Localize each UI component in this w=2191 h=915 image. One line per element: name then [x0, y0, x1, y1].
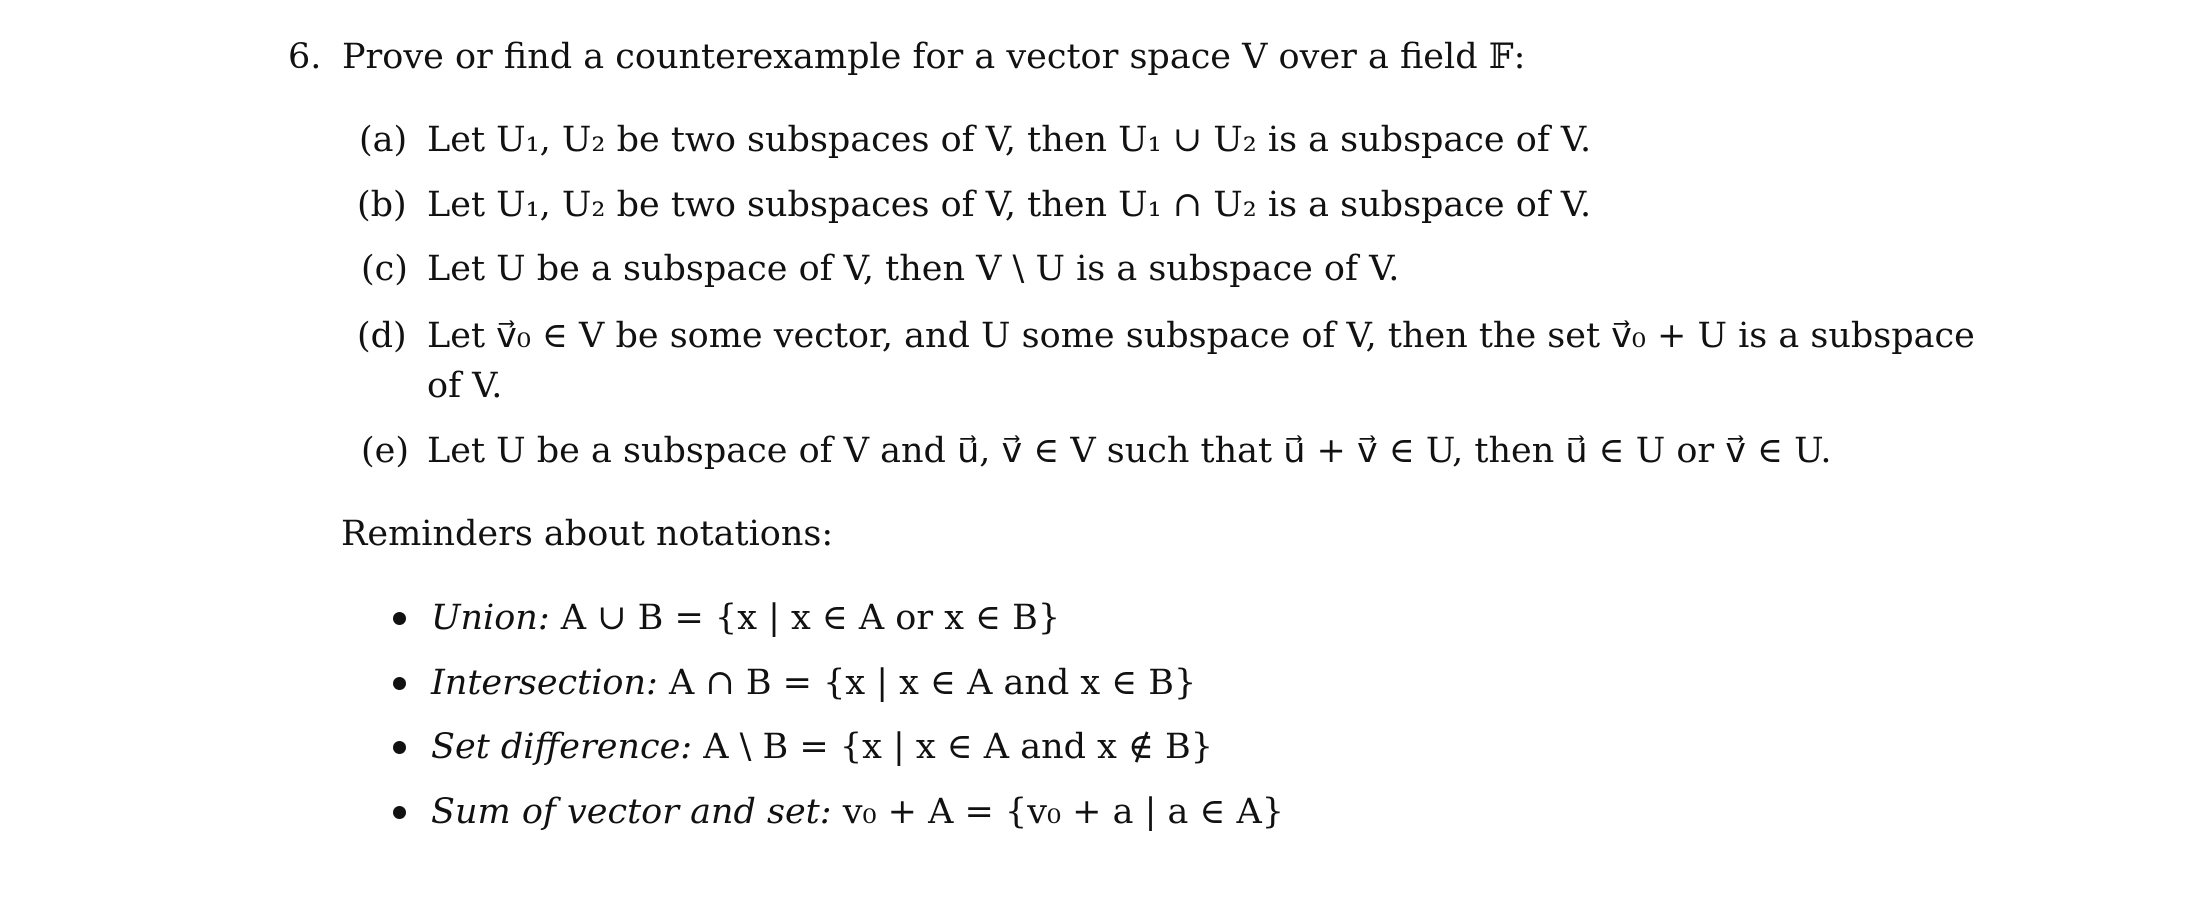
problem-number: 6.: [288, 37, 322, 77]
item-text-d-line2: of V.: [427, 366, 503, 406]
item-text-e: Let U be a subspace of V and u⃗, v⃗ ∈ V such that u⃗ + v⃗ ∈ U, then u⃗ ∈ U or v⃗ ∈ U.: [427, 431, 1832, 471]
reminders-heading: Reminders about notations:: [341, 514, 834, 554]
reminder-definition: v₀ + A = {v₀ + a | a ∈ A}: [842, 792, 1285, 832]
reminder-definition: A \ B = {x | x ∈ A and x ∉ B}: [703, 727, 1214, 767]
item-text-d-line1: Let v⃗₀ ∈ V be some vector, and U some subspace of V, then the set v⃗₀ + U is a subspace: [427, 316, 1975, 356]
reminder-definition: A ∪ B = {x | x ∈ A or x ∈ B}: [560, 598, 1061, 638]
bullet-icon: [393, 741, 406, 754]
bullet-icon: [393, 806, 406, 819]
bullet-icon: [393, 677, 406, 690]
reminder-name: Set difference:: [431, 727, 693, 767]
reminder-name: Sum of vector and set:: [431, 792, 832, 832]
reminder-definition: A ∩ B = {x | x ∈ A and x ∈ B}: [668, 663, 1197, 703]
bullet-icon: [393, 612, 406, 625]
item-text-b: Let U₁, U₂ be two subspaces of V, then U₁ ∩ U₂ is a subspace of V.: [427, 185, 1592, 225]
item-label-e: (e): [361, 431, 410, 471]
item-text-c: Let U be a subspace of V, then V \ U is a subspace of V.: [427, 249, 1400, 289]
reminder-name: Intersection:: [431, 663, 658, 703]
item-label-b: (b): [357, 185, 407, 225]
problem-stem: Prove or find a counterexample for a vector space V over a field 𝔽:: [342, 37, 1526, 77]
item-label-d: (d): [357, 316, 407, 356]
reminder-union: [431, 598, 1060, 638]
reminder-sum-vector-set: [431, 792, 1284, 832]
reminder-intersection: [431, 663, 1196, 703]
reminder-name: Union:: [431, 598, 550, 638]
item-text-a: Let U₁, U₂ be two subspaces of V, then U₁ ∪ U₂ is a subspace of V.: [427, 120, 1592, 160]
item-label-c: (c): [361, 249, 408, 289]
item-label-a: (a): [359, 120, 408, 160]
reminder-set-difference: [431, 727, 1213, 767]
